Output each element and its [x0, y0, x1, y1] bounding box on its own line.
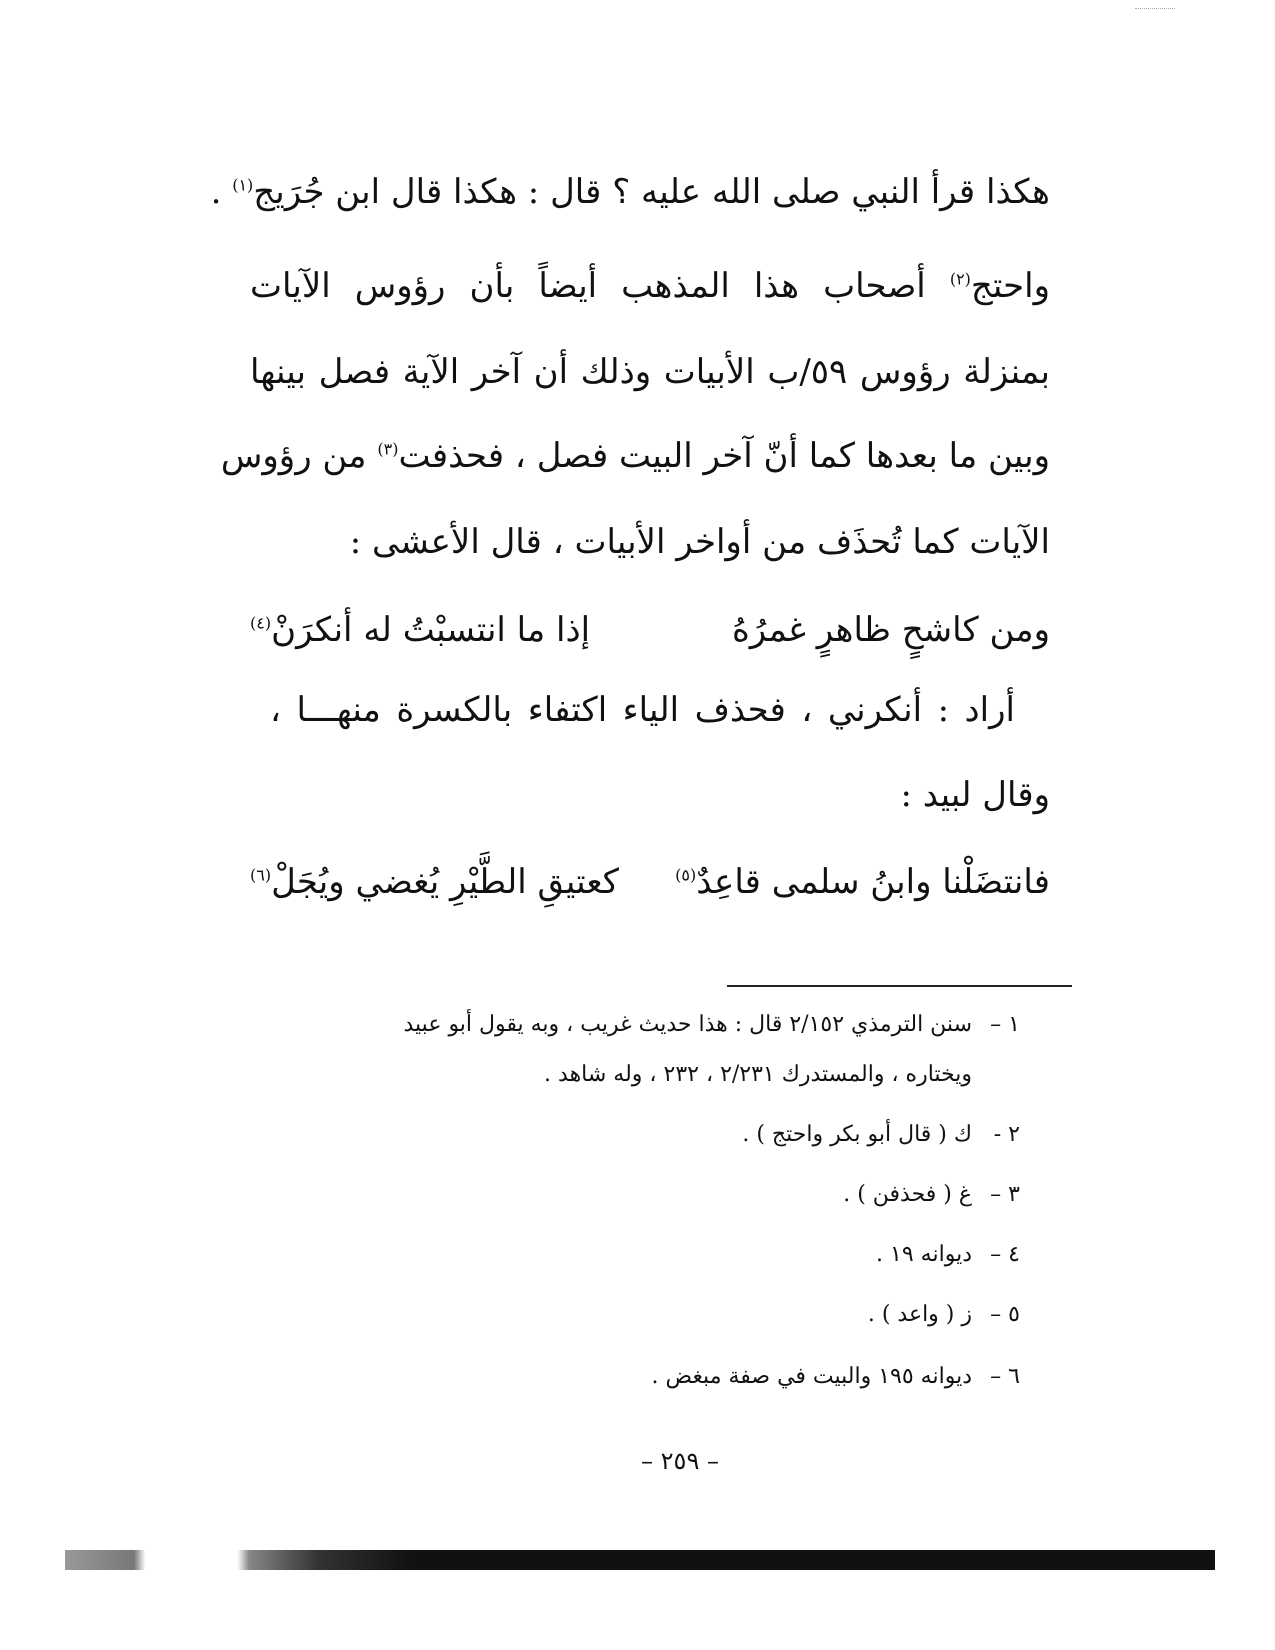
footnote-number: ٥ – — [990, 1302, 1020, 1327]
body-line-3 — [250, 352, 1050, 392]
scan-speck — [1135, 8, 1175, 9]
footnote-ref: (٥) — [675, 865, 697, 885]
body-text: أراد : أنكرني ، فحذف الياء اكتفاء بالكسرة منهـــا ، — [270, 690, 1015, 730]
footnote-number: ٤ – — [990, 1242, 1020, 1267]
footnote-1 — [250, 1010, 1020, 1040]
footnote-ref: (٣) — [377, 439, 399, 459]
footnote-4 — [250, 1240, 1020, 1270]
footnote-2 — [250, 1120, 1020, 1150]
footnote-text: ز ( واعد ) . — [867, 1302, 972, 1327]
verse-first-hemistich — [675, 862, 1050, 902]
footnote-text: ويختاره ، والمستدرك ٢/٢٣١ ، ٢٣٢ ، وله شاهد . — [544, 1062, 972, 1087]
footnote-text: غ ( فحذفن ) . — [843, 1182, 972, 1207]
footnote-number: ٣ – — [990, 1182, 1020, 1207]
page-number: – ٢٥٩ – — [641, 1447, 719, 1475]
scan-edge-bar — [65, 1550, 1215, 1570]
body-text: وقال لبيد : — [900, 775, 1050, 815]
footnote-6 — [250, 1362, 1020, 1392]
body-text: من رؤوس — [220, 436, 378, 476]
footnote-text: ديوانه ١٩ . — [876, 1242, 972, 1267]
footnote-number: ٦ – — [990, 1364, 1020, 1389]
footnote-number: ١ – — [990, 1012, 1020, 1037]
verse-text: فانتضَلْنا وابنُ سلمى قاعِدٌ — [696, 862, 1050, 902]
verse-first-hemistich: ومن كاشحٍ ظاهرٍ غمرُهُ — [731, 610, 1050, 650]
footnote-3 — [250, 1180, 1020, 1210]
footnote-separator — [727, 985, 1072, 987]
verse-second-hemistich — [250, 862, 619, 902]
footnote-1-continued — [252, 1060, 972, 1090]
body-line-1 — [210, 172, 1050, 212]
footnote-number: ٢ - — [993, 1122, 1020, 1147]
body-text: الآيات كما تُحذَف من أواخر الأبيات ، قال الأعشى : — [349, 522, 1050, 562]
body-text: هكذا قرأ النبي صلى الله عليه ؟ قال : هكذا قال ابن جُرَيج — [253, 172, 1050, 212]
verse-text: إذا ما انتسبْتُ له أنكرَنْ — [271, 610, 591, 650]
body-line-7 — [250, 775, 1050, 815]
body-line-4 — [220, 436, 1050, 476]
footnote-ref: (٢) — [949, 269, 971, 289]
body-line-5 — [250, 522, 1050, 562]
body-text: . — [210, 172, 233, 212]
body-line-2 — [250, 266, 1050, 306]
body-text: وبين ما بعدها كما أنّ آخر البيت فصل ، فحذفت — [398, 436, 1050, 476]
footnote-ref: (٤) — [250, 613, 272, 633]
footnote-ref: (٦) — [250, 865, 272, 885]
footnote-text: ك ( قال أبو بكر واحتج ) . — [742, 1122, 972, 1147]
body-text: واحتج — [970, 266, 1050, 306]
body-text: أصحاب هذا المذهب أيضاً بأن رؤوس الآيات — [250, 266, 950, 306]
footnote-text: سنن الترمذي ٢/١٥٢ قال : هذا حديث غريب ، وبه يقول أبو عبيد — [403, 1012, 972, 1037]
body-text: بمنزلة رؤوس ٥٩/ب الأبيات وذلك أن آخر الآية فصل بينها — [250, 352, 1050, 392]
footnote-ref: (١) — [232, 175, 254, 195]
verse-text: كعتيقِ الطَّيْرِ يُغضي ويُجَلْ — [271, 862, 619, 902]
footnote-5 — [250, 1300, 1020, 1330]
verse-second-hemistich — [250, 610, 590, 650]
footnote-text: ديوانه ١٩٥ والبيت في صفة مبغض . — [651, 1364, 972, 1389]
body-line-6 — [270, 690, 1015, 730]
